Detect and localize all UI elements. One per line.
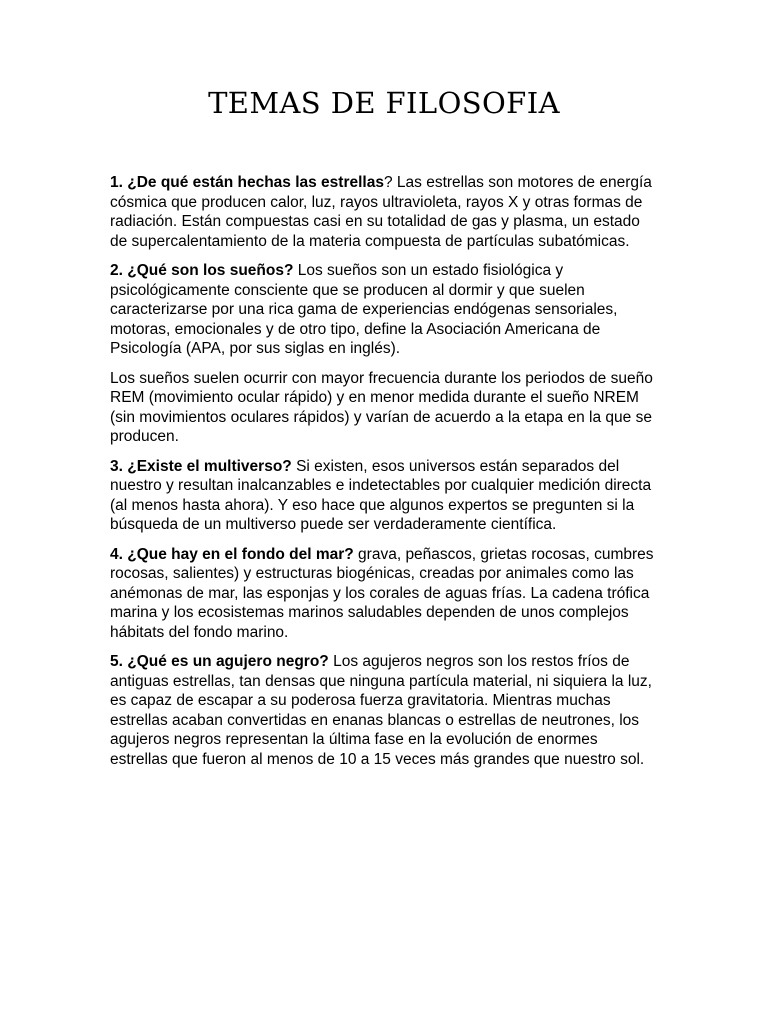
paragraph-text: Si existen, esos universos están separados del nuestro y resultan inalcanzables e indetectables por cualquier medición directa (al menos hasta ahora). Y eso hace que algunos expertos se pregunten si la búsqueda de un multiverso puede ser verdaderamente científica. (110, 457, 652, 533)
question-heading: 1. ¿De qué están hechas las estrellas (110, 174, 384, 191)
paragraph-multiverse (110, 457, 656, 535)
paragraph-text: ? Las estrellas son motores de energía cósmica que producen calor, luz, rayos ultravioleta, rayos X y otras formas de radiación. Están compuestas casi en su totalidad de gas y plasma, un estado de supercalentamiento de la materia compuesta de partículas subatómicas. (110, 174, 652, 250)
paragraph-stars (110, 173, 656, 251)
document-title: TEMAS DE FILOSOFIA (208, 86, 560, 120)
paragraph-text: grava, peñascos, grietas rocosas, cumbres rocosas, salientes) y estructuras biogénicas, creadas por animales como las anémonas de mar, las esponjas y los corales de aguas frías. La cadena trófica marina y los ecosistemas marinos saludables dependen de unos complejos hábitats del fondo marino. (110, 545, 654, 641)
document-body (110, 173, 656, 779)
paragraph-dreams-rem (110, 369, 656, 447)
paragraph-text: Los sueños son un estado fisiológica y psicológicamente consciente que se producen al dormir y que suelen caracterizarse por una rica gama de experiencias endógenas sensoriales, motoras, emocionales y de otro tipo, define la Asociación Americana de Psicología (APA, por sus siglas en inglés). (110, 262, 618, 357)
paragraph-seafloor (110, 545, 656, 643)
question-heading: 5. ¿Qué es un agujero negro? (110, 653, 329, 670)
paragraph-dreams (110, 261, 656, 359)
paragraph-text: Los agujeros negros son los restos fríos de antiguas estrellas, tan densas que ninguna partícula material, ni siquiera la luz, es capaz de escapar a su poderosa fuerza gravitatoria. Mientras muchas estrellas acaban convertidas en enanas blancas o estrellas de neutrones, los agujeros negros representan la última fase en la evolución de enormes estrellas que fueron al menos de 10 a 15 veces más grandes que nuestro sol. (110, 653, 652, 768)
question-heading: 2. ¿Qué son los sueños? (110, 262, 294, 279)
question-heading: 4. ¿Que hay en el fondo del mar? (110, 545, 354, 563)
paragraph-text: Los sueños suelen ocurrir con mayor frecuencia durante los periodos de sueño REM (movimiento ocular rápido) y en menor medida durante el sueño NREM (sin movimientos oculares rápidos) y varían de acuerdo a la etapa en la que se producen. (110, 369, 653, 445)
question-heading: 3. ¿Existe el multiverso? (110, 457, 292, 475)
paragraph-black-hole (110, 652, 656, 769)
